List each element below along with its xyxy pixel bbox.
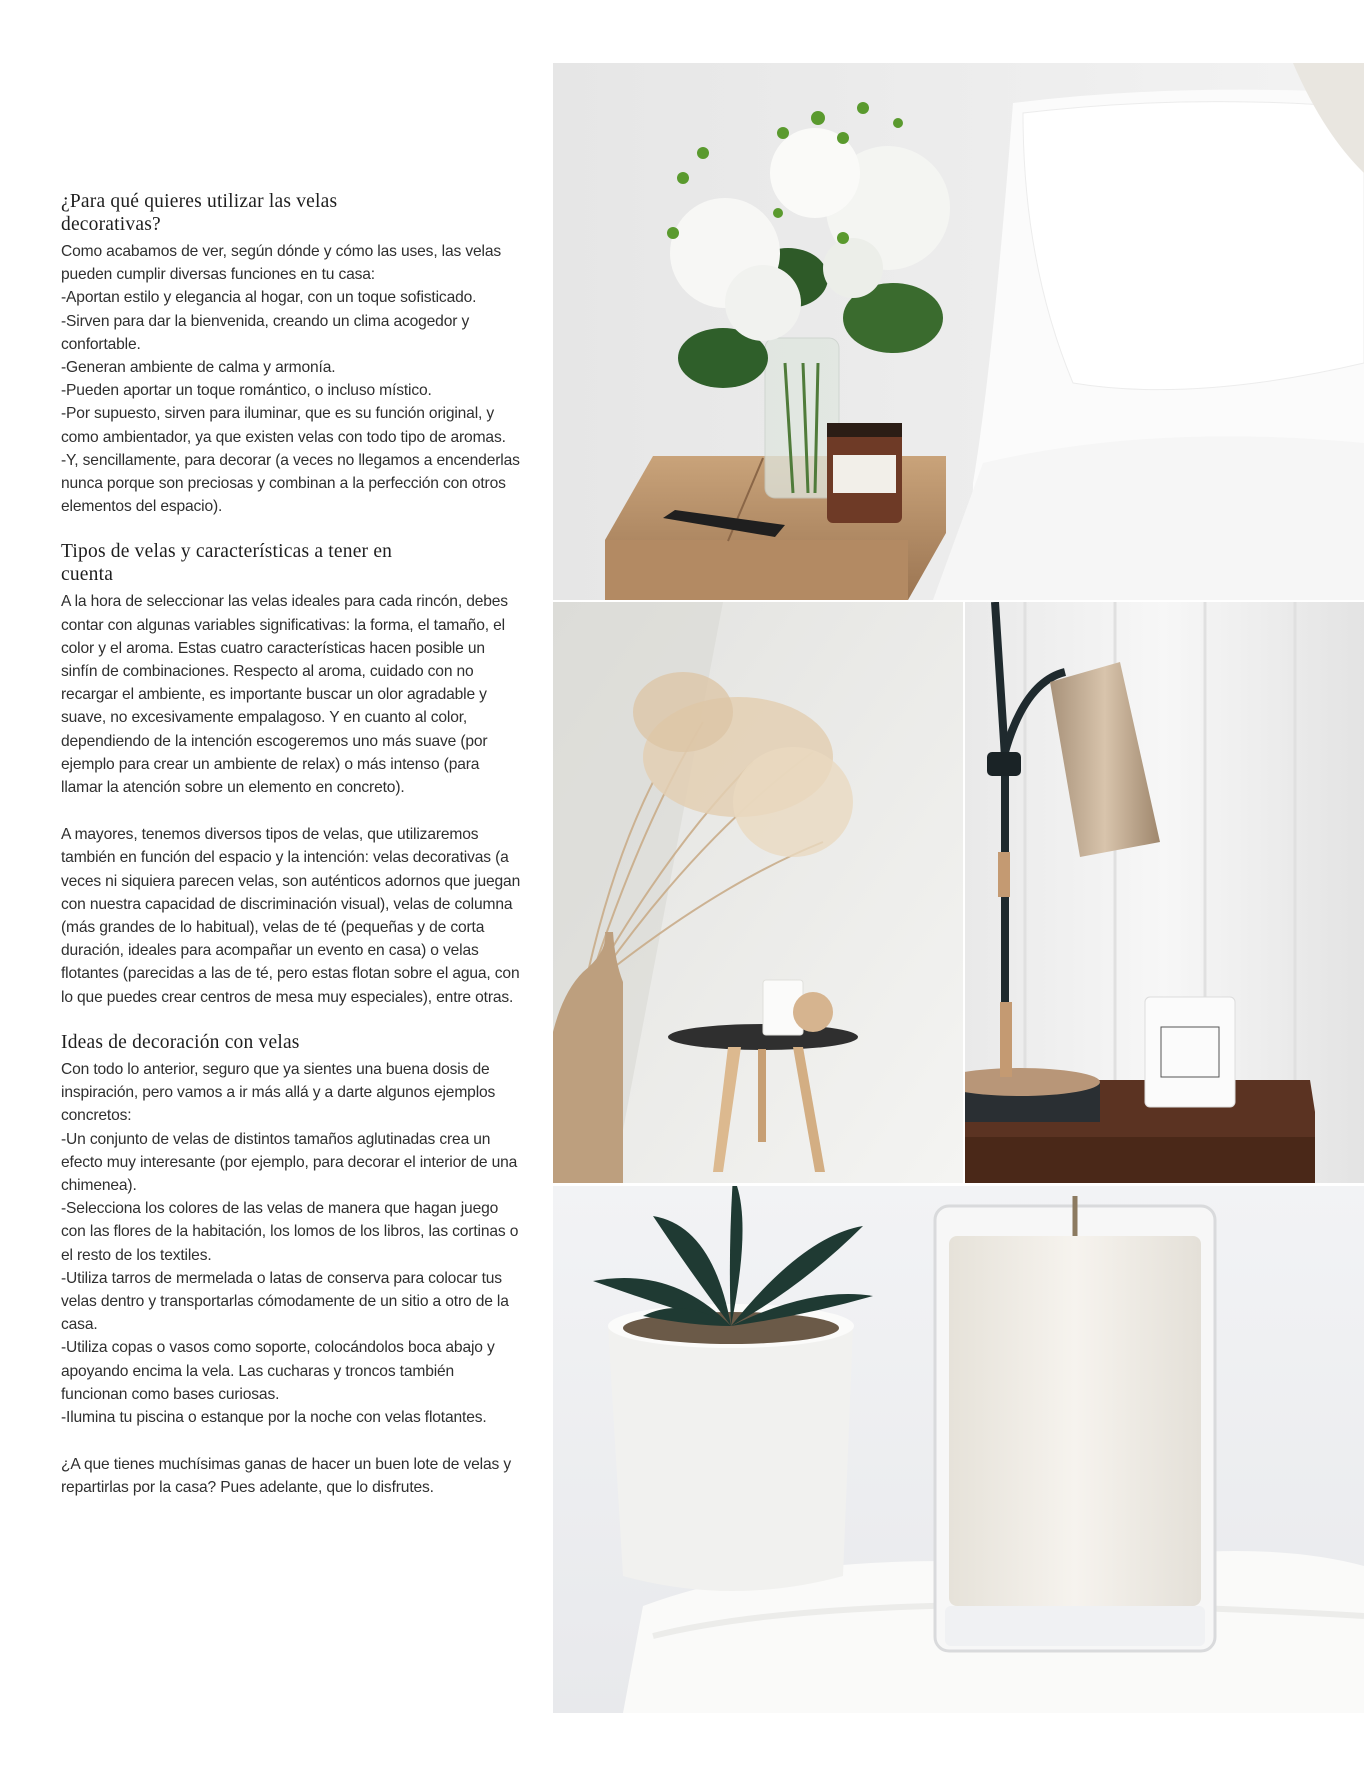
section-types-body-2: [61, 823, 523, 1009]
paragraph: ¿A que tienes muchísimas ganas de hacer un buen lote de velas y repartirlas por la casa? Pues adelante, que lo disfrutes.: [61, 1456, 511, 1497]
article-text-column: [61, 190, 523, 1500]
section-heading-types: Tipos de velas y características a tener en cuenta: [61, 541, 393, 586]
list-item: -Pueden aportar un toque romántico, o incluso místico.: [61, 382, 432, 400]
list-item: -Generan ambiente de calma y armonía.: [61, 359, 336, 377]
list-item: -Por supuesto, sirven para iluminar, que es su función original, y como ambientador, ya que existen velas con todo tipo de aromas.: [61, 405, 506, 446]
list-item: -Y, sencillamente, para decorar (a veces no llegamos a encenderlas nunca porque son preciosas y combinan a la perfección con otros elementos del espacio).: [61, 451, 520, 516]
list-item: -Aportan estilo y elegancia al hogar, con un toque sofisticado.: [61, 289, 477, 307]
section-uses-body: [61, 240, 523, 518]
photo-pampas-grass-stool: [553, 602, 963, 1183]
paragraph: Como acabamos de ver, según dónde y cómo las uses, las velas pueden cumplir diversas funciones en tu casa:: [61, 243, 501, 284]
paragraph: A mayores, tenemos diversos tipos de velas, que utilizaremos también en función del espacio y la intención: velas decorativas (a veces ni siquiera parecen velas, son auténticos adornos que juegan con nuestra capacidad de discriminación visual), velas de columna (más grandes de lo habitual), velas de té (pequeñas y de corta duración, ideales para acompañar un evento en casa) o velas flotantes (parecidas a las de té, pero estas flotan sobre el agua, con lo que puedes crear centros de mesa muy especiales), entre otras.: [61, 826, 521, 1006]
list-item: -Ilumina tu piscina o estanque por la noche con velas flotantes.: [61, 1408, 487, 1426]
list-item: -Selecciona los colores de las velas de manera que hagan juego con las flores de la habitación, los lomos de los libros, las cortinas o el resto de los textiles.: [61, 1200, 519, 1264]
paragraph: Con todo lo anterior, seguro que ya sientes una buena dosis de inspiración, pero vamos a ir más allá y a darte algunos ejemplos concretos:: [61, 1060, 496, 1125]
photo-candle-succulent: [553, 1186, 1364, 1713]
list-item: -Un conjunto de velas de distintos tamaños aglutinadas crea un efecto muy interesante (por ejemplo, para decorar el interior de una chimenea).: [61, 1130, 518, 1194]
list-item: -Utiliza copas o vasos como soporte, colocándolos boca abajo y apoyando encima la vela. Las cucharas y troncos también funcionan como bases curiosas.: [61, 1339, 495, 1403]
section-heading-ideas: Ideas de decoración con velas: [61, 1031, 300, 1053]
paragraph: A la hora de seleccionar las velas ideales para cada rincón, debes contar con algunas variables significativas: la forma, el tamaño, el color y el aroma. Estas cuatro características hacen posible un sinfín de combinaciones. Respecto al aroma, cuidado con no recargar el ambiente, es importante buscar un olor agradable y suave, no excesivamente empalagoso. Y en cuanto al color, dependiendo de la intención escogeremos uno más suave (por ejemplo para crear un ambiente de relax) o más intenso (para llamar la atención sobre un elemento en concreto).: [61, 593, 508, 797]
photo-bedroom-nightstand-flowers: [553, 63, 1364, 600]
list-item: -Sirven para dar la bienvenida, creando un clima acogedor y confortable.: [61, 312, 470, 353]
section-types-body: [61, 590, 523, 799]
photo-desk-lamp-candle: [965, 602, 1364, 1183]
section-ideas-body: [61, 1058, 523, 1429]
list-item: -Utiliza tarros de mermelada o latas de conserva para colocar tus velas dentro y transportarlas cómodamente de un sitio a otro de la casa.: [61, 1269, 509, 1334]
section-heading-uses: ¿Para qué quieres utilizar las velas decorativas?: [61, 191, 338, 235]
closing-paragraph: [61, 1453, 523, 1499]
